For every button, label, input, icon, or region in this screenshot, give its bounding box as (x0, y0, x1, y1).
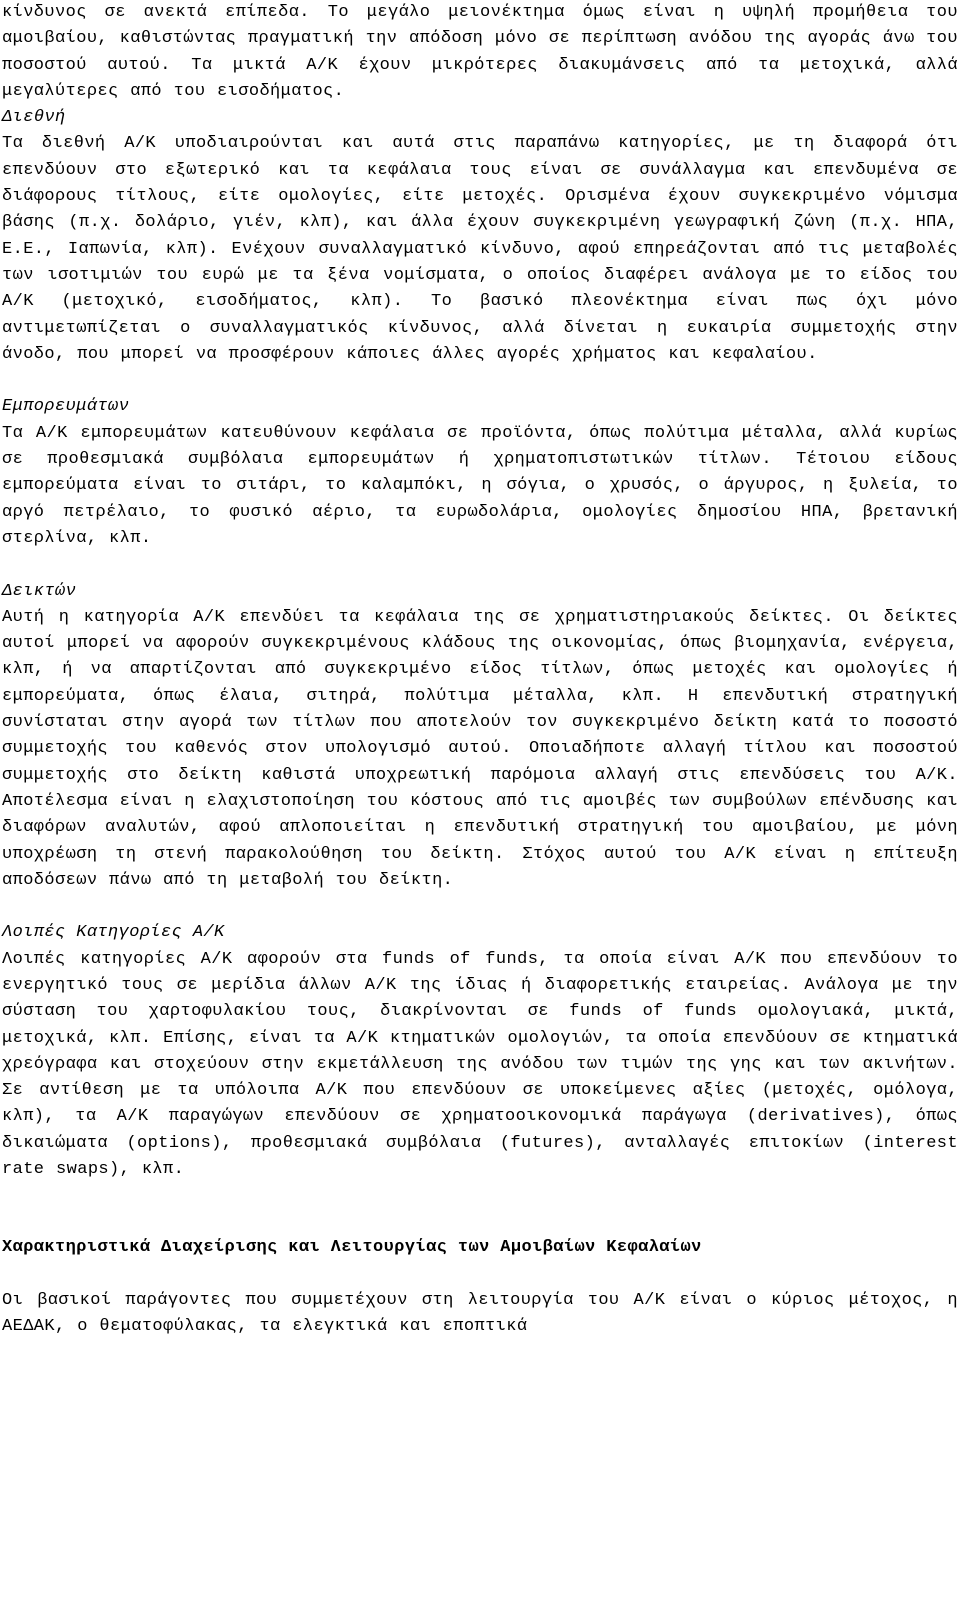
heading-other-categories: Λοιπές Κατηγορίες Α/Κ (2, 923, 225, 943)
heading-international: Διεθνή (2, 108, 66, 128)
paragraph-international: Τα διεθνή Α/Κ υποδιαιρούνται και αυτά στις παραπάνω κατηγορίες, με τη διαφορά ότι επενδύουν στο εξωτερικό και τα κεφάλαια τους είναι σε συνάλλαγμα και επενδυμένα σε διάφορους τίτλους, είτε ομολογίες, είτε μετοχές. Ορισμένα έχουν συγκεκριμένο νόμισμα βάσης (π.χ. δολάριο, γιέν, κλπ), και άλλα έχουν συγκεκριμένη γεωγραφική ζώνη (π.χ. ΗΠΑ, Ε.Ε., Ιαπωνία, κλπ). Ενέχουν συναλλαγματικό κίνδυνο, αφού επηρεάζονται από τις μεταβολές των ισοτιμιών του ευρώ με τα ξένα νομίσματα, ο οποίος διαφέρει ανάλογα με το είδος του Α/Κ (μετοχικό, εισοδήματος, κλπ). Το βασικό πλεονέκτημα είναι πως όχι μόνο αντιμετωπίζεται ο συναλλαγματικός κίνδυνος, αλλά δίνεται η ευκαιρία συμμετοχής στην άνοδο, που μπορεί να προσφέρουν κάποιες άλλες αγορές χρήματος και κεφαλαίου. (2, 134, 958, 364)
heading-commodities: Εμπορευμάτων (2, 397, 130, 417)
document-page (2, 0, 958, 1341)
paragraph-gap (2, 368, 958, 394)
paragraph-indices: Αυτή η κατηγορία Α/Κ επενδύει τα κεφάλαια της σε χρηματιστηριακούς δείκτες. Οι δείκτες αυτοί μπορεί να αφορούν συγκεκριμένους κλάδους της οικονομίας, όπως βιομηχανία, ενέργεια, κλπ, ή να απαρτίζονται από συγκεκριμένο είδος τίτλων, όπως μετοχές και ομολογίες ή εμπορεύματα, όπως έλαια, σιτηρά, πολύτιμα μέταλλα, κλπ. Η επενδυτική στρατηγική συνίσταται στην αγορά των τίτλων που αποτελούν τον συγκεκριμένο δείκτη κατά το ποσοστό συμμετοχής του καθενός στον υπολογισμό αυτού. Οποιαδήποτε αλλαγή τίτλου και ποσοστού συμμετοχής στο δείκτη καθιστά υποχρεωτική παρόμοια αλλαγή στις επενδύσεις του Α/Κ. Αποτέλεσμα είναι η ελαχιστοποίηση του κόστους από τις αμοιβές των συμβούλων επένδυσης και διαφόρων αναλυτών, αφού απλοποιείται η επενδυτική στρατηγική του αμοιβαίου, με μόνη υποχρέωση τη στενή παρακολούθηση του δείκτη. Στόχος αυτού του Α/Κ είναι η επίτευξη αποδόσεων πάνω από τη μεταβολή του δείκτη. (2, 607, 958, 890)
paragraph-gap (2, 894, 958, 920)
closing-paragraph: Οι βασικοί παράγοντες που συμμετέχουν στη λειτουργία του Α/Κ είναι ο κύριος μέτοχος, η ΑΕΔΑΚ, ο θεματοφύλακας, τα ελεγκτικά και εποπτικά (2, 1290, 958, 1337)
paragraph-gap (2, 1262, 958, 1288)
paragraph-commodities: Τα Α/Κ εμπορευμάτων κατευθύνουν κεφάλαια σε προϊόντα, όπως πολύτιμα μέταλλα, αλλά κυρίως σε προθεσμιακά συμβόλαια εμπορευμάτων ή χρηματοπιστωτικών τίτλων. Τέτοιου είδους εμπορεύματα είναι το σιτάρι, το καλαμπόκι, η σόγια, ο χρυσός, ο άργυρος, η ξυλεία, το αργό πετρέλαιο, το φυσικό αέριο, τα ευρωδολάρια, ομολογίες δημοσίου ΗΠΑ, βρετανική στερλίνα, κλπ. (2, 423, 958, 548)
heading-indices: Δεικτών (2, 581, 77, 601)
paragraph-gap (2, 552, 958, 578)
section-title: Χαρακτηριστικά Διαχείρισης και Λειτουργίας των Αμοιβαίων Κεφαλαίων (2, 1238, 702, 1258)
paragraph-other-categories: Λοιπές κατηγορίες Α/Κ αφορούν στα funds of funds, τα οποία είναι Α/Κ που επενδύουν το ενεργητικό τους σε μερίδια άλλων Α/Κ της ίδιας ή διαφορετικής εταιρείας. Ανάλογα με την σύσταση του χαρτοφυλακίου τους, διακρίνονται σε funds of funds ομολογιακά, μικτά, μετοχικά, κλπ. Επίσης, είναι τα Α/Κ κτηματικών ομολογιών, τα οποία επενδύουν σε κτηματικά χρεόγραφα και στοχεύουν στην εκμετάλλευση της ανόδου των τιμών της γης και των ακινήτων. Σε αντίθεση με τα υπόλοιπα Α/Κ που επενδύουν σε υποκείμενες αξίες (μετοχές, ομόλογα, κλπ), τα Α/Κ παραγώγων επενδύουν σε χρηματοοικονομικά παράγωγα (derivatives), όπως δικαιώματα (options), προθεσμιακά συμβόλαια (futures), ανταλλαγές επιτοκίων (interest rate swaps), κλπ. (2, 949, 958, 1180)
intro-paragraph: κίνδυνος σε ανεκτά επίπεδα. Το μεγάλο μειονέκτημα όμως είναι η υψηλή προμήθεια του αμοιβαίου, καθιστώντας πραγματική την απόδοση μόνο σε περίπτωση ανόδου της αγοράς άνω του ποσοστού αυτού. Τα μικτά Α/Κ έχουν μικρότερες διακυμάνσεις από τα μετοχικά, αλλά μεγαλύτερες από του εισοδήματος. (2, 3, 958, 101)
section-gap (2, 1183, 958, 1235)
